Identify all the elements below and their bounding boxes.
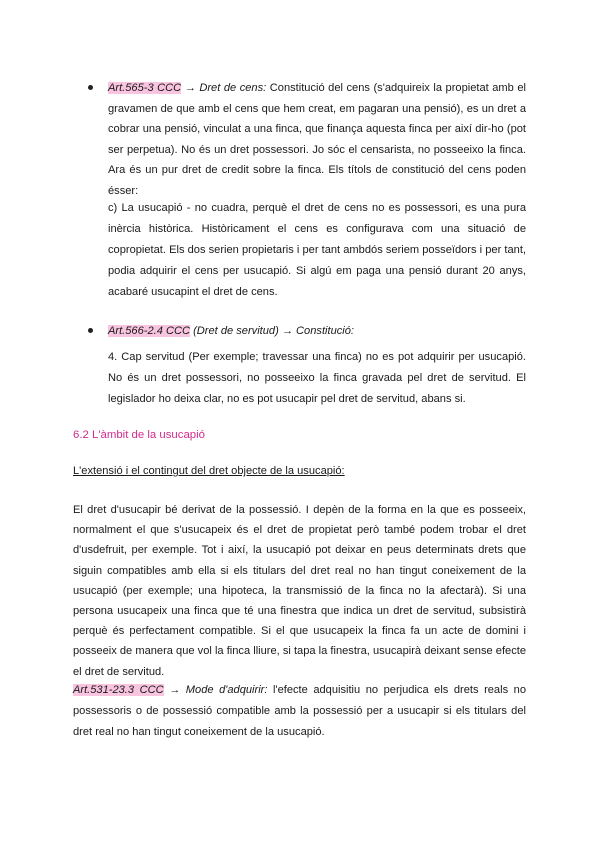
paragraph-body: l'efecte adquisitiu no perjudica els drets reals no possessoris o de possessió compatible amb la possessió per a usucapir si els titulars del dret real no han tingut coneixement de la usucapió.	[73, 684, 526, 738]
body-paragraph-article	[73, 680, 526, 743]
bullet-label: → Dret de cens:	[181, 82, 267, 94]
bullet-item-dret-de-servitud	[90, 321, 526, 342]
section-subheading: L'extensió i el contingut del dret objecte de la usucapió:	[73, 465, 345, 477]
bullet-label: (Dret de servitud) → Constitució:	[190, 325, 355, 337]
sub-paragraph-servitud: 4. Cap servitud (Per exemple; travessar una finca) no es pot adquirir per usucapió. No és un dret possessori, no posseeixo la finca gravada pel dret de servitud. El legislador ho deixa clar, no es pot usucapir pel dret de servitud, abans si.	[108, 351, 526, 405]
bullet-dot-icon	[88, 328, 93, 333]
body-paragraph: El dret d'usucapir bé derivat de la possessió. I depèn de la forma en la que es posseeix, normalment el que s'usucapeix és el dret de propietat però també podem trobar el dret d'usdefruit, per exemple. Tot i així, la usucapió pot deixar en peus determinats drets que siguin compatibles amb ella si els titulars del dret real no han tingut coneixement de la usucapió (per exemple; una hipoteca, la transmissió de la finca no la afectarà). Si una persona usucapeix una finca que té una finestra que indica un dret de servitud, subsistirà perquè és perfectament compatible. Si el que usucapeix la finca fa un acte de domini i posseeix de manera que vol la finca lliure, si tapa la finestra, usucapirà deixant sense efecte el dret de servitud.	[73, 504, 526, 678]
article-reference-highlight: Art.565-3 CCC	[108, 82, 182, 94]
bullet-item-dret-de-cens	[90, 78, 526, 201]
bullet-body: Constitució del cens (s'adquireix la propietat amb el gravamen de que amb el cens que hem creat, em pagaran una pensió), es un dret a cobrar una pensió, vinculat a una finca, que finança aquesta finca per així dir-ho (pot ser perpetua). No és un dret possessori. Jo sóc el censarista, no posseeixo la finca. Ara és un pur dret de credit sobre la finca. Els títols de constitució del cens poden ésser:	[108, 82, 526, 197]
article-reference-highlight: Art.566-2.4 CCC	[108, 325, 191, 337]
sub-paragraph-usucapio: c) La usucapió - no cuadra, perquè el dret de cens no es possessori, es una pura inèrcia històrica. Històricament el cens es configurava com una situació de copropietat. Els dos serien propietaris i per tant ambdós seriem posseïdors i per tant, podia adquirir el cens per usucapió. Si algú em paga una pensió durant 20 anys, acabaré usucapint el dret de cens.	[108, 202, 526, 298]
bullet-text	[108, 321, 526, 342]
bullet-text	[108, 78, 526, 201]
section-heading: 6.2 L'àmbit de la usucapió	[73, 429, 205, 441]
article-reference-highlight: Art.531-23.3 CCC	[73, 684, 164, 696]
bullet-dot-icon	[88, 85, 93, 90]
paragraph-label: → Mode d'adquirir:	[163, 684, 268, 696]
